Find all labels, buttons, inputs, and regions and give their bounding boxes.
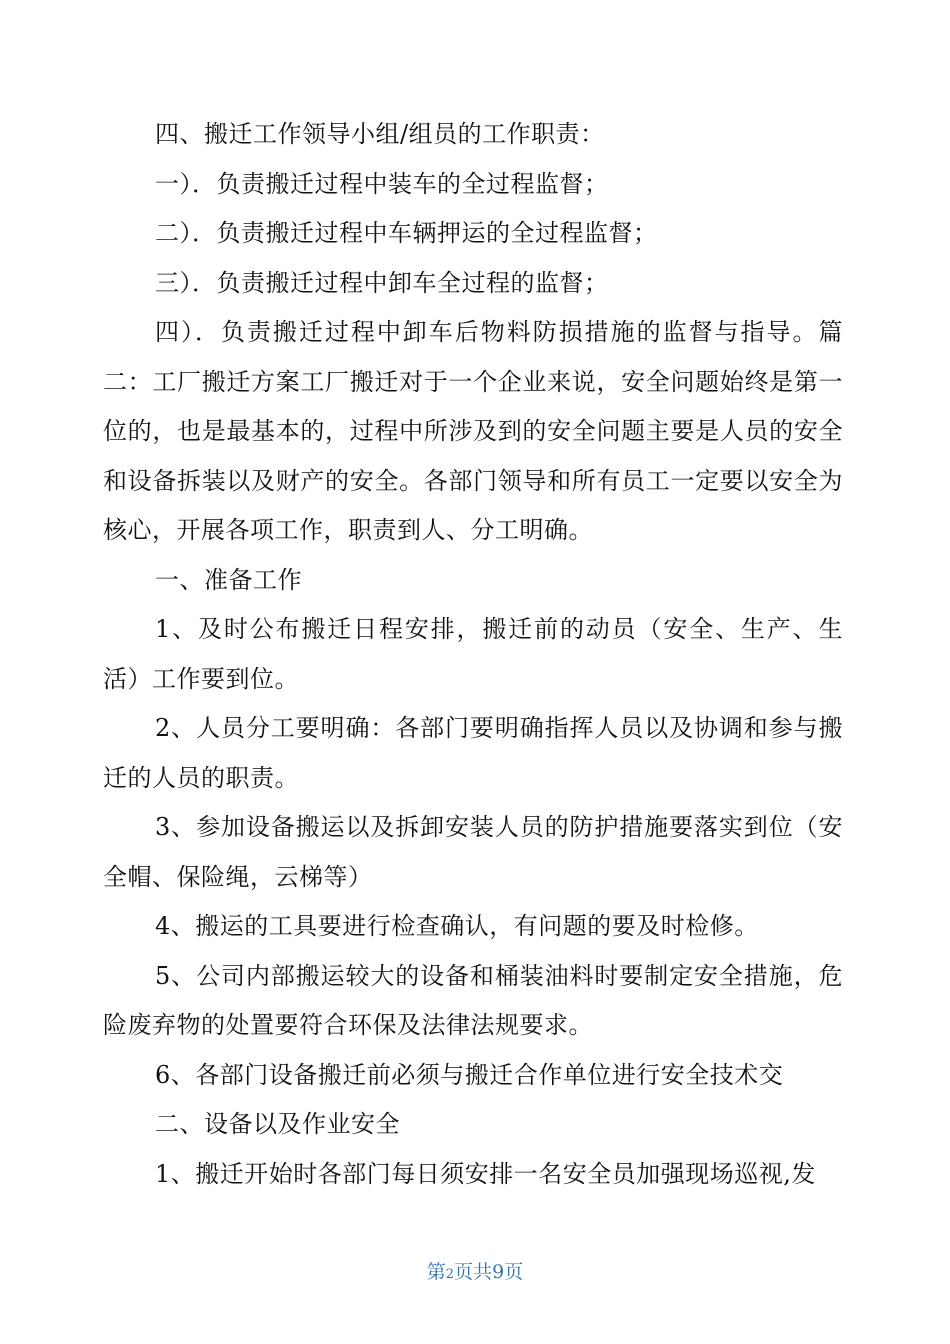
list-item: 一）．负责搬迁过程中装车的全过程监督；	[155, 169, 609, 198]
list-item: 1、搬迁开始时各部门每日须安排一名安全员加强现场巡视,发	[155, 1159, 816, 1188]
footer-suffix: 页	[504, 1261, 524, 1283]
footer-prefix: 第	[426, 1261, 446, 1283]
page-footer	[0, 1258, 950, 1289]
list-item: 三）．负责搬迁过程中卸车全过程的监督；	[155, 268, 609, 297]
list-item: 2、人员分工要明确：各部门要明确指挥人员以及协调和参与搬迁的人员的职责。	[103, 714, 843, 792]
footer-middle: 页共	[454, 1261, 493, 1283]
list-item: 1、及时公布搬迁日程安排，搬迁前的动员（安全、生产、生活）工作要到位。	[103, 615, 843, 693]
footer-total-pages: 9	[492, 1261, 505, 1283]
list-item: 4、搬运的工具要进行检查确认，有问题的要及时检修。	[155, 912, 759, 940]
list-item: 二）．负责搬迁过程中车辆押运的全过程监督；	[155, 219, 658, 247]
footer-page-number: 2	[445, 1267, 455, 1282]
section-heading-equipment-safety: 二、设备以及作业安全	[155, 1110, 400, 1138]
list-item: 3、参加设备搬运以及拆卸安装人员的防护措施要落实到位（安全帽、保险绳，云梯等）	[103, 813, 843, 891]
list-item: 5、公司内部搬运较大的设备和桶装油料时要制定安全措施，危险废弃物的处置要符合环保及法律法规要求。	[103, 961, 843, 1039]
section-heading-responsibilities: 四、搬迁工作领导小组/组员的工作职责：	[155, 120, 605, 148]
document-body	[103, 110, 843, 1199]
paragraph: 四）．负责搬迁过程中卸车后物料防损措施的监督与指导。篇二：工厂搬迁方案工厂搬迁对于一个企业来说，安全问题始终是第一位的，也是最基本的，过程中所涉及到的安全问题主要是人员的安全和设备拆装以及财产的安全。各部门领导和所有员工一定要以安全为核心，开展各项工作，职责到人、分工明确。	[103, 318, 843, 544]
list-item: 6、各部门设备搬迁前必须与搬迁合作单位进行安全技术交	[155, 1060, 784, 1089]
section-heading-preparation: 一、准备工作	[155, 565, 302, 594]
